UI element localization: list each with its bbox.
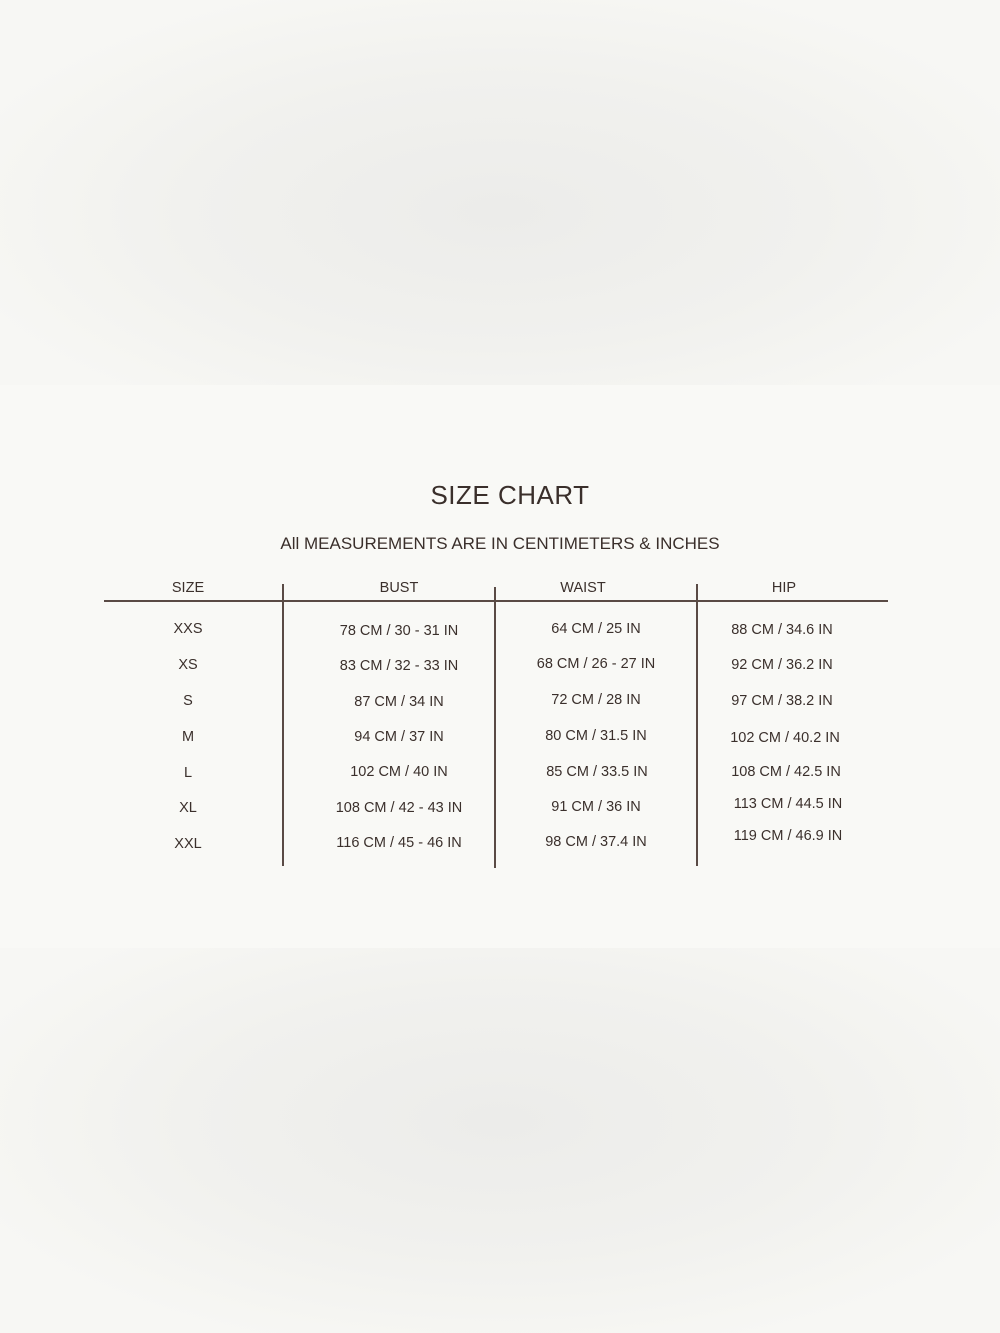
table-cell-waist: 72 CM / 28 IN (551, 692, 641, 708)
table-cell-waist: 64 CM / 25 IN (551, 621, 641, 637)
table-cell-bust: 83 CM / 32 - 33 IN (339, 658, 459, 674)
table-cell-bust: 78 CM / 30 - 31 IN (339, 623, 459, 639)
table-cell-bust: 116 CM / 45 - 46 IN (336, 835, 462, 851)
header-divider (104, 600, 888, 602)
table-cell-hip: 92 CM / 36.2 IN (731, 657, 833, 673)
column-divider-3 (696, 584, 698, 866)
table-cell-bust: 94 CM / 37 IN (354, 729, 444, 745)
table-cell-hip: 119 CM / 46.9 IN (733, 828, 843, 844)
header-waist: WAIST (560, 580, 606, 596)
header-bust: BUST (379, 580, 419, 596)
table-cell-bust: 102 CM / 40 IN (350, 764, 448, 780)
column-divider-2 (494, 587, 496, 868)
table-cell-size: XXL (174, 836, 202, 852)
table-cell-waist: 68 CM / 26 - 27 IN (536, 656, 656, 672)
table-cell-size: L (183, 765, 193, 781)
table-cell-bust: 87 CM / 34 IN (354, 694, 444, 710)
page-title: SIZE CHART (430, 480, 590, 510)
table-cell-bust: 108 CM / 42 - 43 IN (335, 800, 463, 816)
table-cell-hip: 97 CM / 38.2 IN (731, 693, 833, 709)
table-cell-waist: 98 CM / 37.4 IN (545, 834, 647, 850)
background-top (0, 0, 1000, 385)
column-divider-1 (282, 584, 284, 866)
table-cell-size: XL (179, 800, 197, 816)
header-hip: HIP (771, 580, 797, 596)
table-cell-size: M (181, 729, 195, 745)
table-cell-size: S (183, 693, 193, 709)
table-cell-hip: 88 CM / 34.6 IN (731, 622, 833, 638)
table-cell-waist: 80 CM / 31.5 IN (545, 728, 647, 744)
table-cell-hip: 108 CM / 42.5 IN (731, 764, 841, 780)
table-cell-size: XS (178, 657, 198, 673)
page-subtitle: All MEASUREMENTS ARE IN CENTIMETERS & INCHES (280, 534, 720, 553)
table-cell-size: XXS (173, 621, 203, 637)
size-chart-panel (0, 385, 1000, 948)
background-bottom (0, 948, 1000, 1333)
header-size: SIZE (171, 580, 205, 596)
table-cell-waist: 85 CM / 33.5 IN (546, 764, 648, 780)
table-cell-hip: 113 CM / 44.5 IN (733, 796, 843, 812)
table-cell-waist: 91 CM / 36 IN (551, 799, 641, 815)
table-cell-hip: 102 CM / 40.2 IN (730, 730, 840, 746)
